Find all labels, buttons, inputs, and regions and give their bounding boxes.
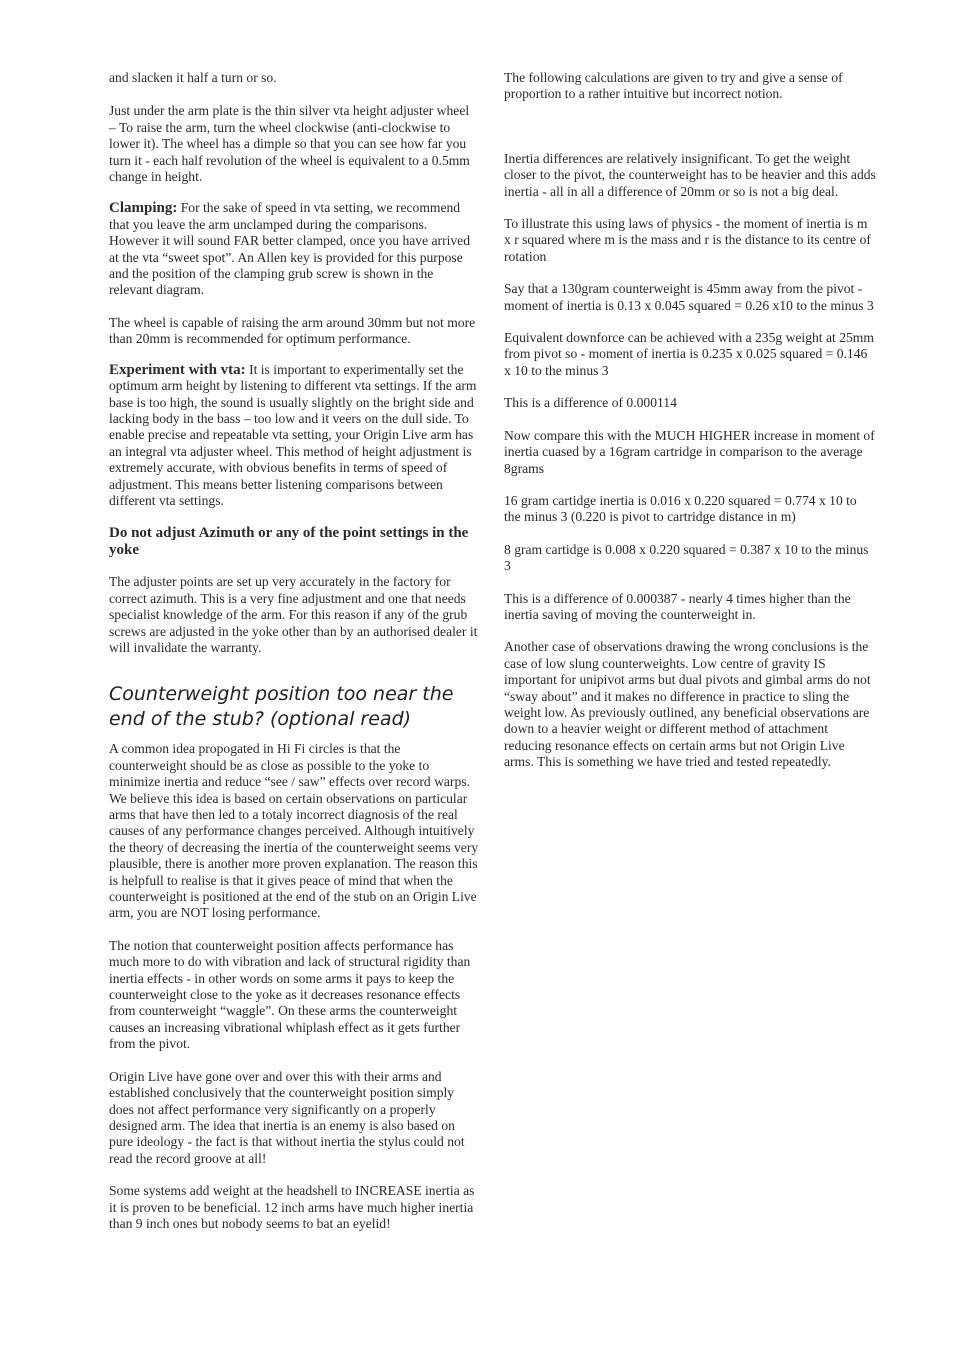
clamping-text: For the sake of speed in vta setting, we recommend that you leave the arm unclamped during the comparisons. However it will sound FAR better clamped, once you have arrived at the vta “sweet spot”. An Allen key is provided for this purpose and the position of the clamping grub screw is shown in the relevant diagram. (109, 200, 471, 298)
experiment-text: It is important to experimentally set the optimum arm height by listening to different vta settings. If the arm base is too high, the sound is usually slightly on the bright side and lacking body in the bass – too low and it veers on the dull side. To enable precise and repeatable vta setting, your Origin Live arm has an integral vta adjuster wheel. This method of height adjustment is extremely accurate, with obvious benefits in terms of speed of adjustment. This means better listening comparisons between different vta settings. (109, 361, 477, 508)
paragraph-8g-cartridge: 8 gram cartidge is 0.008 x 0.220 squared = 0.387 x 10 to the minus 3 (504, 541, 869, 574)
paragraph-16g-cartridge: 16 gram cartidge inertia is 0.016 x 0.220 squared = 0.774 x 10 to the minus 3 (0.220 is pivot to cartridge distance in m) (504, 492, 857, 525)
experiment-label: Experiment with vta: (109, 361, 246, 378)
section-title: Counterweight position too near the end of the stub? (optional read) (109, 683, 454, 731)
right-column (504, 70, 876, 771)
paragraph-another-case: Another case of observations drawing the wrong conclusions is the case of low slung counterweights. Low centre of gravity IS important for unipivot arms but dual pivots and gimbal arms do not “sway about” and it makes no difference in practice to sling the weight low. As previously outlined, any beneficial observations are down to a heavier weight or different method of attachment reducing resonance effects on certain arms but not Origin Live arms. This is something we have tried and tested repeatedly. (504, 639, 871, 770)
paragraph-common-idea: A common idea propogated in Hi Fi circles is that the counterweight should be as close as possible to the yoke to minimize inertia and reduce “see / saw” effects over record warps. We believe this idea is based on certain observations on particular arms that have then led to a totaly incorrect diagnosis of the real causes of any performance changes perceived. Although intuitively the theory of decreasing the inertia of the counterweight seems very plausible, there is another more proven explanation. The reason this is helpfull to realise is that it gives peace of mind that when the counterweight is positioned at the end of the stub on an Origin Live arm, you are NOT losing performance. (109, 741, 479, 921)
paragraph-inertia-differences: Inertia differences are relatively insignificant. To get the weight closer to the pivot, the counterweight has to be heavier and this adds inertia - all in all a difference of 20mm or so is not a big deal. (504, 150, 876, 199)
paragraph-wheel-range: The wheel is capable of raising the arm around 30mm but not more than 20mm is recommended for optimum performance. (109, 314, 476, 347)
clamping-label: Clamping: (109, 200, 178, 217)
paragraph-say: Say that a 130gram counterweight is 45mm away from the pivot - moment of inertia is 0.13 x 0.045 squared = 0.26 x10 to the minus 3 (504, 281, 874, 313)
paragraph-illustrate: To illustrate this using laws of physics - the moment of inertia is m x r squared where m is the mass and r is the distance to its centre of rotation (504, 216, 871, 264)
paragraph-some-systems: Some systems add weight at the headshell to INCREASE inertia as it is proven to be beneficial. 12 inch arms have much higher inertia than 9 inch ones but nobody seems to bat an eyelid! (109, 1183, 475, 1231)
paragraph-origin-live: Origin Live have gone over and over this with their arms and established conclusively that the counterweight position simply does not affect performance very significantly on a properly designed arm. The idea that inertia is an enemy is also based on pure ideology - the fact is that without inertia the stylus could not read the record groove at all! (109, 1068, 465, 1166)
paragraph-now-compare: Now compare this with the MUCH HIGHER increase in moment of inertia cuased by a 16gram cartridge in comparison to the average 8grams (504, 427, 875, 476)
paragraph-equivalent: Equivalent downforce can be achieved with a 235g weight at 25mm from pivot so - moment of inertia is 0.235 x 0.025 squared = 0.146 x 10 to the minus 3 (504, 330, 874, 378)
paragraph-calculations: The following calculations are given to try and give a sense of proportion to a rather intuitive but incorrect notion. (504, 70, 843, 102)
paragraph-difference-1: This is a difference of 0.000114 (504, 395, 677, 411)
paragraph-notion: The notion that counterweight position affects performance has much more to do with vibration and lack of structural rigidity than inertia effects - in other words on some arms it pays to keep the counterweight close to the yoke as it decreases resonance effects from counterweight “waggle”. On these arms the counterweight causes an increasing vibrational whiplash effect as it gets further from the pivot. (109, 937, 471, 1052)
paragraph-azimuth: The adjuster points are set up very accurately in the factory for correct azimuth. This is a very fine adjustment and one that needs specialist knowledge of the arm. For this reason if any of the grub screws are adjusted in the yoke other than by an authorised dealer it will invalidate the warranty. (109, 574, 478, 655)
azimuth-heading: Do not adjust Azimuth or any of the point settings in the yoke (109, 525, 469, 558)
paragraph-experiment-vta (109, 362, 479, 510)
paragraph-clamping (109, 200, 479, 298)
left-column (109, 70, 479, 1232)
paragraph-slacken: and slacken it half a turn or so. (109, 70, 277, 85)
paragraph-vta-wheel: Just under the arm plate is the thin silver vta height adjuster wheel – To raise the arm, turn the wheel clockwise (anti-clockwise to lower it). The wheel has a dimple so that you can see how far you turn it - each half revolution of the wheel is equivalent to a 0.5mm change in height. (109, 103, 470, 185)
paragraph-difference-2: This is a difference of 0.000387 - nearly 4 times higher than the inertia saving of moving the counterweight in. (504, 590, 851, 622)
